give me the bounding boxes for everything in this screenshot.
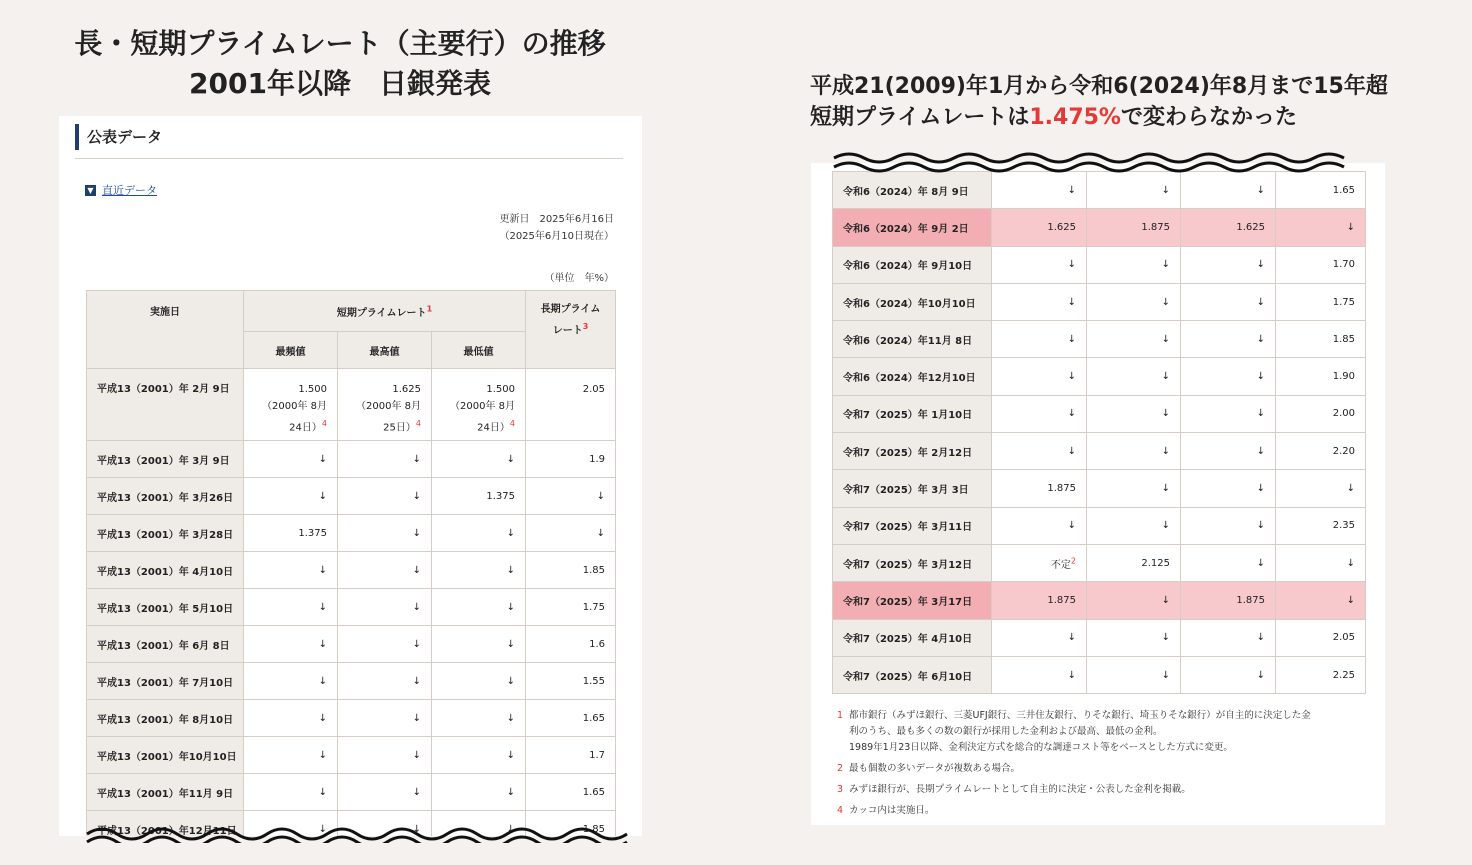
table-row	[87, 441, 616, 478]
cell-long: 2.05	[1276, 619, 1366, 656]
cell-date: 令和6（2024）年 9月 2日	[833, 209, 992, 246]
cell-long: 1.75	[526, 589, 616, 626]
cell-long: 1.85	[1276, 321, 1366, 358]
subtitle-post: で変わらなかった	[1120, 105, 1297, 130]
header-max: 最高値	[338, 332, 432, 369]
cell-min: ↓	[432, 626, 526, 663]
cell-long: ↓	[1276, 582, 1366, 619]
cell-mode: ↓	[244, 811, 338, 844]
cell-max: ↓	[1087, 172, 1181, 209]
cell-min: ↓	[1181, 507, 1276, 544]
table-row	[87, 663, 616, 700]
cell-date: 令和6（2024）年 9月10日	[833, 246, 992, 283]
cell-max: ↓	[338, 626, 432, 663]
page-title-line1: 長・短期プライムレート（主要行）の推移	[74, 27, 606, 60]
prime-rate-table-2024-2025	[832, 171, 1366, 694]
cell-date: 令和7（2025）年 3月11日	[833, 507, 992, 544]
cell-min: ↓	[432, 441, 526, 478]
cell-long: ↓	[1276, 209, 1366, 246]
cell-long: ↓	[526, 478, 616, 515]
cell-mode: ↓	[244, 478, 338, 515]
table-row	[833, 395, 1366, 432]
cell-date: 平成13（2001）年 3月 9日	[87, 441, 244, 478]
cell-max: ↓	[338, 737, 432, 774]
header-mode: 最頻値	[244, 332, 338, 369]
table-row	[87, 626, 616, 663]
cell-min: ↓	[1181, 172, 1276, 209]
left-screenshot-panel	[59, 116, 642, 843]
cell-min: ↓	[1181, 283, 1276, 320]
cell-min: ↓	[432, 589, 526, 626]
table-row	[87, 589, 616, 626]
cell-long: 2.00	[1276, 395, 1366, 432]
cell-long: 1.7	[526, 737, 616, 774]
cell-max: ↓	[1087, 395, 1181, 432]
cell-max: 1.875	[1087, 209, 1181, 246]
table-row	[87, 552, 616, 589]
table-row	[87, 515, 616, 552]
cell-date: 令和7（2025）年 3月17日	[833, 582, 992, 619]
cell-mode: ↓	[244, 441, 338, 478]
subtitle-line2	[810, 103, 1297, 133]
cell-long: 1.90	[1276, 358, 1366, 395]
right-screenshot-panel	[811, 163, 1385, 825]
cell-mode: ↓	[992, 358, 1087, 395]
table-row	[833, 619, 1366, 656]
cell-mode: 1.875	[992, 582, 1087, 619]
cell-mode: ↓	[992, 283, 1087, 320]
cell-date: 令和6（2024）年11月 8日	[833, 321, 992, 358]
cell-long: 1.65	[526, 700, 616, 737]
cell-date: 令和7（2025）年 1月10日	[833, 395, 992, 432]
cell-max: ↓	[1087, 656, 1181, 693]
as-of-date: （2025年6月10日現在）	[499, 231, 614, 242]
divider	[75, 158, 623, 159]
tear-wave-bottom	[59, 822, 642, 843]
cell-long: 1.85	[526, 552, 616, 589]
cell-min: ↓	[1181, 433, 1276, 470]
tear-wave-top	[830, 150, 1370, 180]
table-row	[833, 470, 1366, 507]
cell-max: ↓	[1087, 283, 1181, 320]
cell-long: 1.55	[526, 663, 616, 700]
cell-min: ↓	[432, 663, 526, 700]
cell-max: ↓	[338, 774, 432, 811]
cell-min: ↓	[432, 811, 526, 844]
cell-long: 1.85	[526, 811, 616, 844]
cell-max: ↓	[338, 811, 432, 844]
table-row	[87, 700, 616, 737]
cell-max: ↓	[1087, 358, 1181, 395]
highlight-rate: 1.475%	[1029, 105, 1121, 130]
recent-data-toggle[interactable]	[85, 182, 157, 198]
table-row	[833, 544, 1366, 581]
cell-min: 1.625	[1181, 209, 1276, 246]
table-row	[833, 283, 1366, 320]
cell-min: 1.875	[1181, 582, 1276, 619]
table-row: 平成13（2001）年 2月 9日 1.500 （2000年 8月 24日）$^4$ 1.625 （2000年 8月 25日）$^4$ 1.500 （2000年 8月 24日）$^4$ 2.05	[87, 369, 616, 441]
table-row	[87, 774, 616, 811]
cell-date: 令和7（2025）年 3月12日	[833, 544, 992, 581]
footnote-item: 3 みずほ銀行が、長期プライムレートとして自主的に決定・公表した金利を掲載。	[837, 784, 1191, 795]
cell-mode: 不定$^2$	[992, 544, 1087, 581]
cell-mode: ↓	[992, 172, 1087, 209]
cell-mode: ↓	[244, 626, 338, 663]
cell-date: 令和7（2025）年 4月10日	[833, 619, 992, 656]
highlighted-table-row	[833, 582, 1366, 619]
cell-long: 1.6	[526, 626, 616, 663]
cell-max: ↓	[1087, 507, 1181, 544]
cell-long: ↓	[1276, 470, 1366, 507]
cell-date: 令和6（2024）年 8月 9日	[833, 172, 992, 209]
cell-date: 令和6（2024）年12月10日	[833, 358, 992, 395]
header-min: 最低値	[432, 332, 526, 369]
cell-date: 平成13（2001）年12月11日	[87, 811, 244, 844]
cell-mode: ↓	[244, 552, 338, 589]
cell-min: ↓	[432, 515, 526, 552]
cell-date: 平成13（2001）年 7月10日	[87, 663, 244, 700]
cell-date: 平成13（2001）年 3月28日	[87, 515, 244, 552]
cell-min: ↓	[432, 700, 526, 737]
cell-date: 令和7（2025）年 6月10日	[833, 656, 992, 693]
cell-mode: ↓	[992, 246, 1087, 283]
cell-max: ↓	[338, 589, 432, 626]
cell-max: ↓	[338, 663, 432, 700]
cell-max: ↓	[1087, 321, 1181, 358]
footnote-item: 4 カッコ内は実施日。	[837, 805, 935, 816]
cell-min: ↓	[1181, 246, 1276, 283]
cell-min: ↓	[1181, 619, 1276, 656]
cell-date: 平成13（2001）年10月10日	[87, 737, 244, 774]
cell-max: ↓	[1087, 582, 1181, 619]
footnote-item: 1 都市銀行（みずほ銀行、三菱UFJ銀行、三井住友銀行、りそな銀行、埼玉りそな銀行）が自主的に決定した金 利のうち、最も多くの数の銀行が採用した金利および最高、最低の金利。 1989年1月23日以降、金利決定方式を総合的な調達コスト等をベースとした方式に変更。	[837, 710, 1311, 753]
cell-max: ↓	[338, 441, 432, 478]
cell-min: ↓	[1181, 470, 1276, 507]
cell-min: ↓	[1181, 358, 1276, 395]
recent-data-link[interactable]: 直近データ	[102, 184, 157, 197]
cell-min: ↓	[432, 774, 526, 811]
cell-mode: ↓	[992, 433, 1087, 470]
cell-mode: 1.625	[992, 209, 1087, 246]
table-row	[833, 656, 1366, 693]
cell-mode: ↓	[992, 619, 1087, 656]
cell-date: 平成13（2001）年 6月 8日	[87, 626, 244, 663]
cell-date: 平成13（2001）年 4月10日	[87, 552, 244, 589]
cell-max: ↓	[338, 700, 432, 737]
cell-long: 1.9	[526, 441, 616, 478]
cell-mode: ↓	[244, 700, 338, 737]
cell-mode: ↓	[244, 737, 338, 774]
cell-date: 平成13（2001）年 5月10日	[87, 589, 244, 626]
cell-max: ↓	[338, 478, 432, 515]
cell-max: ↓	[1087, 470, 1181, 507]
cell-long: 2.25	[1276, 656, 1366, 693]
cell-date: 平成13（2001）年 8月10日	[87, 700, 244, 737]
cell-long: 2.35	[1276, 507, 1366, 544]
cell-max: ↓	[1087, 246, 1181, 283]
cell-long: 1.65	[1276, 172, 1366, 209]
footnote-item: 2 最も個数の多いデータが複数ある場合。	[837, 763, 1021, 774]
cell-min: ↓	[1181, 544, 1276, 581]
updated-date: 更新日 2025年6月16日	[499, 214, 614, 225]
header-long-prime: 長期プライムレート$^3$	[526, 291, 616, 369]
cell-max: ↓	[338, 552, 432, 589]
header-date: 実施日	[87, 291, 244, 369]
cell-max: ↓	[338, 515, 432, 552]
cell-mode: ↓	[244, 589, 338, 626]
cell-max: 2.125	[1087, 544, 1181, 581]
cell-min: ↓	[1181, 321, 1276, 358]
cell-date: 平成13（2001）年 3月26日	[87, 478, 244, 515]
table-row	[87, 737, 616, 774]
cell-long: 2.20	[1276, 433, 1366, 470]
highlighted-table-row	[833, 209, 1366, 246]
cell-mode: ↓	[992, 395, 1087, 432]
header-short-prime: 短期プライムレート$^1$	[244, 291, 526, 332]
unit-label: （単位 年%）	[544, 273, 614, 284]
table-row	[833, 321, 1366, 358]
table-row	[833, 507, 1366, 544]
cell-min: ↓	[432, 737, 526, 774]
cell-min: 1.375	[432, 478, 526, 515]
cell-min: ↓	[1181, 395, 1276, 432]
section-heading: 公表データ	[75, 124, 162, 150]
cell-max: ↓	[1087, 433, 1181, 470]
cell-long: 1.75	[1276, 283, 1366, 320]
cell-mode: ↓	[992, 507, 1087, 544]
table-row	[833, 246, 1366, 283]
cell-max: ↓	[1087, 619, 1181, 656]
cell-date: 令和6（2024）年10月10日	[833, 283, 992, 320]
cell-mode: 1.875	[992, 470, 1087, 507]
table-row	[833, 433, 1366, 470]
cell-long: 1.70	[1276, 246, 1366, 283]
subtitle-pre: 短期プライムレートは	[810, 105, 1030, 130]
cell-long: ↓	[1276, 544, 1366, 581]
cell-min: ↓	[1181, 656, 1276, 693]
cell-mode: ↓	[244, 774, 338, 811]
table-row	[87, 478, 616, 515]
page-title-line2: 2001年以降 日銀発表	[189, 67, 491, 100]
cell-mode: 1.375	[244, 515, 338, 552]
cell-date: 令和7（2025）年 3月 3日	[833, 470, 992, 507]
chevron-down-icon: ▼	[85, 185, 96, 196]
subtitle-line1: 平成21(2009)年1月から令和6(2024)年8月まで15年超	[810, 74, 1388, 99]
cell-long: ↓	[526, 515, 616, 552]
cell-mode: ↓	[992, 321, 1087, 358]
table-row	[833, 358, 1366, 395]
cell-min: ↓	[432, 552, 526, 589]
cell-date: 平成13（2001）年11月 9日	[87, 774, 244, 811]
footnotes	[837, 708, 1357, 824]
cell-date: 令和7（2025）年 2月12日	[833, 433, 992, 470]
cell-mode: ↓	[244, 663, 338, 700]
cell-long: 1.65	[526, 774, 616, 811]
cell-mode: ↓	[992, 656, 1087, 693]
prime-rate-table-2001	[86, 290, 616, 843]
